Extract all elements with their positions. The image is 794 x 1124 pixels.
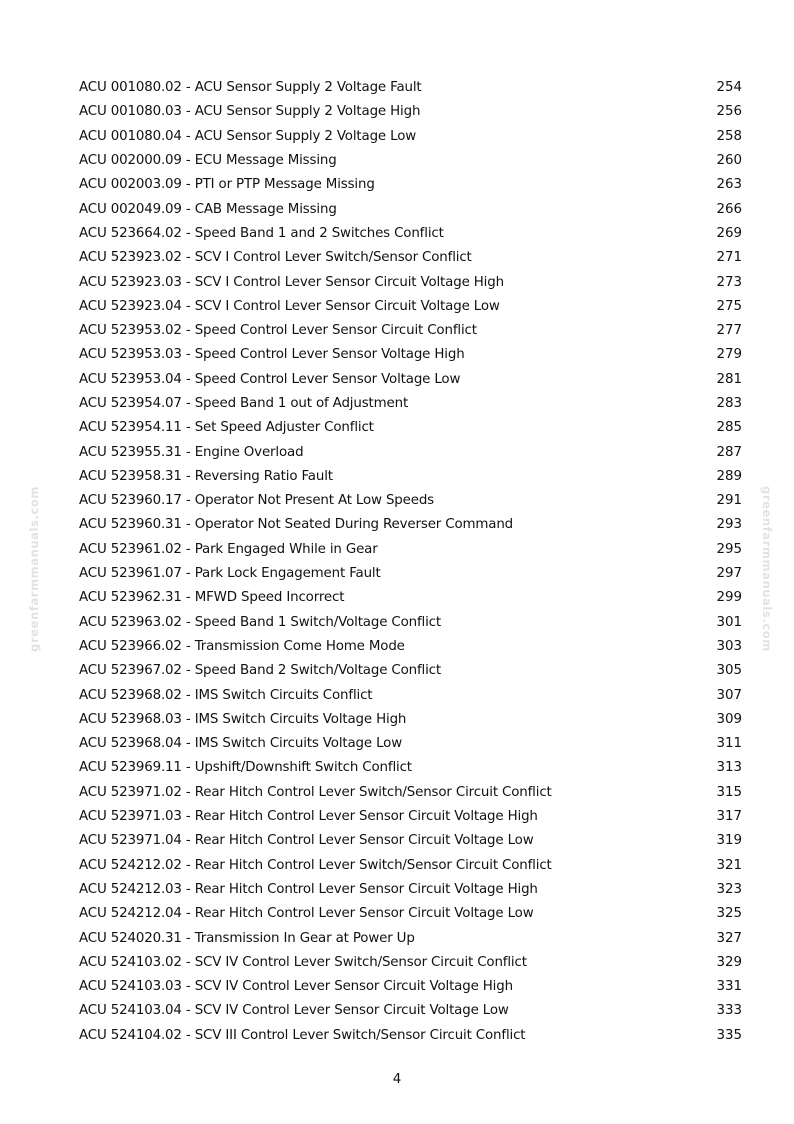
toc-entry[interactable]	[79, 805, 742, 829]
toc-entry-page: 273	[716, 274, 742, 290]
toc-entry[interactable]	[79, 562, 742, 586]
toc-entry-page: 323	[716, 881, 742, 897]
toc-entry-page: 311	[716, 736, 742, 752]
toc-entry-page: 295	[716, 541, 742, 557]
toc-entry[interactable]	[79, 999, 742, 1023]
toc-entry[interactable]	[79, 368, 742, 392]
toc-entry[interactable]	[79, 149, 742, 173]
toc-entry[interactable]	[79, 343, 742, 367]
toc-entry-page: 269	[716, 225, 742, 241]
toc-entry[interactable]	[79, 902, 742, 926]
toc-entry-page: 289	[716, 468, 742, 484]
toc-entry-title: ACU 523963.02 - Speed Band 1 Switch/Voltage Conflict	[79, 614, 441, 630]
toc-entry-title: ACU 001080.03 - ACU Sensor Supply 2 Voltage High	[79, 104, 421, 120]
toc-entry[interactable]	[79, 611, 742, 635]
toc-entry[interactable]	[79, 1024, 742, 1048]
toc-entry-title: ACU 524020.31 - Transmission In Gear at Power Up	[79, 930, 415, 946]
toc-entry-page: 258	[716, 128, 742, 144]
toc-entry-title: ACU 002000.09 - ECU Message Missing	[79, 153, 337, 169]
toc-entry-title: ACU 523968.02 - IMS Switch Circuits Conflict	[79, 687, 373, 703]
toc-entry[interactable]	[79, 538, 742, 562]
toc-entry-page: 325	[716, 906, 742, 922]
toc-entry-page: 333	[716, 1003, 742, 1019]
toc-entry-page: 335	[716, 1027, 742, 1043]
toc-entry-title: ACU 001080.04 - ACU Sensor Supply 2 Voltage Low	[79, 128, 417, 144]
toc-entry-page: 297	[716, 566, 742, 582]
toc-entry[interactable]	[79, 416, 742, 440]
table-of-contents	[79, 76, 742, 1048]
page-number: 4	[392, 1072, 402, 1087]
toc-entry[interactable]	[79, 708, 742, 732]
toc-entry-page: 287	[716, 444, 742, 460]
toc-entry[interactable]	[79, 635, 742, 659]
toc-entry[interactable]	[79, 926, 742, 950]
toc-entry-title: ACU 523664.02 - Speed Band 1 and 2 Switches Conflict	[79, 225, 444, 241]
toc-entry-title: ACU 523968.04 - IMS Switch Circuits Voltage Low	[79, 736, 403, 752]
toc-entry-title: ACU 523961.07 - Park Lock Engagement Fault	[79, 566, 381, 582]
toc-entry[interactable]	[79, 125, 742, 149]
toc-entry-page: 263	[716, 177, 742, 193]
toc-entry[interactable]	[79, 513, 742, 537]
toc-entry-title: ACU 002049.09 - CAB Message Missing	[79, 201, 337, 217]
toc-entry[interactable]	[79, 756, 742, 780]
toc-entry-page: 319	[716, 833, 742, 849]
toc-entry[interactable]	[79, 586, 742, 610]
toc-entry[interactable]	[79, 465, 742, 489]
toc-entry-title: ACU 523971.03 - Rear Hitch Control Lever Sensor Circuit Voltage High	[79, 809, 538, 825]
toc-entry-title: ACU 001080.02 - ACU Sensor Supply 2 Voltage Fault	[79, 80, 422, 96]
toc-entry-title: ACU 523967.02 - Speed Band 2 Switch/Voltage Conflict	[79, 663, 441, 679]
toc-entry[interactable]	[79, 295, 742, 319]
toc-entry[interactable]	[79, 100, 742, 124]
toc-entry[interactable]	[79, 173, 742, 197]
toc-entry-title: ACU 523969.11 - Upshift/Downshift Switch Conflict	[79, 760, 412, 776]
toc-entry-page: 281	[716, 371, 742, 387]
toc-entry-page: 327	[716, 930, 742, 946]
toc-entry-title: ACU 523923.03 - SCV I Control Lever Sensor Circuit Voltage High	[79, 274, 504, 290]
toc-entry[interactable]	[79, 392, 742, 416]
toc-entry-page: 291	[716, 493, 742, 509]
toc-entry-page: 283	[716, 396, 742, 411]
toc-entry[interactable]	[79, 659, 742, 683]
toc-entry-title: ACU 523960.31 - Operator Not Seated During Reverser Command	[79, 517, 514, 533]
toc-entry-page: 277	[716, 323, 742, 339]
toc-entry[interactable]	[79, 246, 742, 270]
toc-entry-title: ACU 002003.09 - PTI or PTP Message Missing	[79, 177, 375, 193]
toc-entry[interactable]	[79, 829, 742, 853]
toc-entry-page: 303	[716, 638, 742, 654]
toc-entry-title: ACU 524212.04 - Rear Hitch Control Lever Sensor Circuit Voltage Low	[79, 906, 534, 922]
toc-entry-title: ACU 523923.02 - SCV I Control Lever Switch/Sensor Conflict	[79, 250, 472, 266]
toc-entry-page: 331	[716, 979, 742, 995]
toc-entry-page: 317	[716, 809, 742, 825]
toc-entry-page: 321	[716, 857, 742, 873]
toc-entry-title: ACU 523923.04 - SCV I Control Lever Sensor Circuit Voltage Low	[79, 298, 500, 314]
toc-entry[interactable]	[79, 270, 742, 294]
toc-entry-page: 254	[716, 80, 742, 96]
toc-entry-title: ACU 523958.31 - Reversing Ratio Fault	[79, 468, 333, 484]
toc-entry-title: ACU 523953.03 - Speed Control Lever Sensor Voltage High	[79, 347, 465, 363]
toc-entry-page: 329	[716, 954, 742, 970]
toc-entry-page: 266	[716, 201, 742, 217]
toc-entry-title: ACU 523955.31 - Engine Overload	[79, 444, 304, 460]
toc-entry[interactable]	[79, 197, 742, 221]
toc-entry[interactable]	[79, 951, 742, 975]
toc-entry-page: 285	[716, 420, 742, 436]
toc-entry-title: ACU 523962.31 - MFWD Speed Incorrect	[79, 590, 345, 606]
watermark-left: greenfarmmanuals.com	[27, 486, 41, 652]
toc-entry-page: 275	[716, 298, 742, 314]
toc-entry-title: ACU 523960.17 - Operator Not Present At Low Speeds	[79, 493, 435, 509]
toc-entry-title: ACU 524103.02 - SCV IV Control Lever Switch/Sensor Circuit Conflict	[79, 954, 527, 970]
toc-entry-page: 305	[716, 663, 742, 679]
toc-entry-title: ACU 523966.02 - Transmission Come Home Mode	[79, 638, 405, 654]
toc-entry-title: ACU 524103.03 - SCV IV Control Lever Sensor Circuit Voltage High	[79, 979, 513, 995]
toc-entry-page: 301	[716, 614, 742, 630]
toc-entry-title: ACU 523953.02 - Speed Control Lever Sensor Circuit Conflict	[79, 323, 477, 339]
toc-entry-page: 293	[716, 517, 742, 533]
toc-entry[interactable]	[79, 854, 742, 878]
toc-entry[interactable]	[79, 781, 742, 805]
toc-entry-title: ACU 523961.02 - Park Engaged While in Gear	[79, 541, 378, 557]
toc-entry-page: 309	[716, 711, 742, 727]
toc-entry-title: ACU 524212.02 - Rear Hitch Control Lever Switch/Sensor Circuit Conflict	[79, 857, 552, 873]
watermark-right: greenfarmmanuals.com	[760, 486, 774, 652]
toc-entry[interactable]	[79, 440, 742, 464]
toc-entry-title: ACU 523953.04 - Speed Control Lever Sensor Voltage Low	[79, 371, 461, 387]
toc-entry-page: 299	[716, 590, 742, 606]
toc-entry-title: ACU 523971.02 - Rear Hitch Control Lever Switch/Sensor Circuit Conflict	[79, 784, 552, 800]
toc-entry-title: ACU 523954.11 - Set Speed Adjuster Conflict	[79, 420, 374, 436]
toc-entry[interactable]	[79, 732, 742, 756]
toc-entry-page: 313	[716, 760, 742, 776]
toc-entry-page: 279	[716, 347, 742, 363]
toc-entry-page: 271	[716, 250, 742, 266]
toc-entry[interactable]	[79, 76, 742, 100]
toc-entry-title: ACU 523971.04 - Rear Hitch Control Lever Sensor Circuit Voltage Low	[79, 833, 534, 849]
toc-entry[interactable]	[79, 878, 742, 902]
toc-entry-page: 260	[716, 153, 742, 169]
toc-entry[interactable]	[79, 319, 742, 343]
toc-entry[interactable]	[79, 489, 742, 513]
toc-entry-title: ACU 524104.02 - SCV III Control Lever Switch/Sensor Circuit Conflict	[79, 1027, 526, 1043]
toc-entry-page: 307	[716, 687, 742, 703]
toc-entry-title: ACU 524212.03 - Rear Hitch Control Lever Sensor Circuit Voltage High	[79, 881, 538, 897]
toc-entry-page: 315	[716, 784, 742, 800]
toc-entry[interactable]	[79, 683, 742, 707]
toc-entry[interactable]	[79, 222, 742, 246]
toc-entry[interactable]	[79, 975, 742, 999]
toc-entry-title: ACU 523968.03 - IMS Switch Circuits Voltage High	[79, 711, 407, 727]
toc-entry-page: 256	[716, 104, 742, 120]
toc-entry-title: ACU 523954.07 - Speed Band 1 out of Adjustment	[79, 396, 409, 411]
toc-entry-title: ACU 524103.04 - SCV IV Control Lever Sensor Circuit Voltage Low	[79, 1003, 509, 1019]
